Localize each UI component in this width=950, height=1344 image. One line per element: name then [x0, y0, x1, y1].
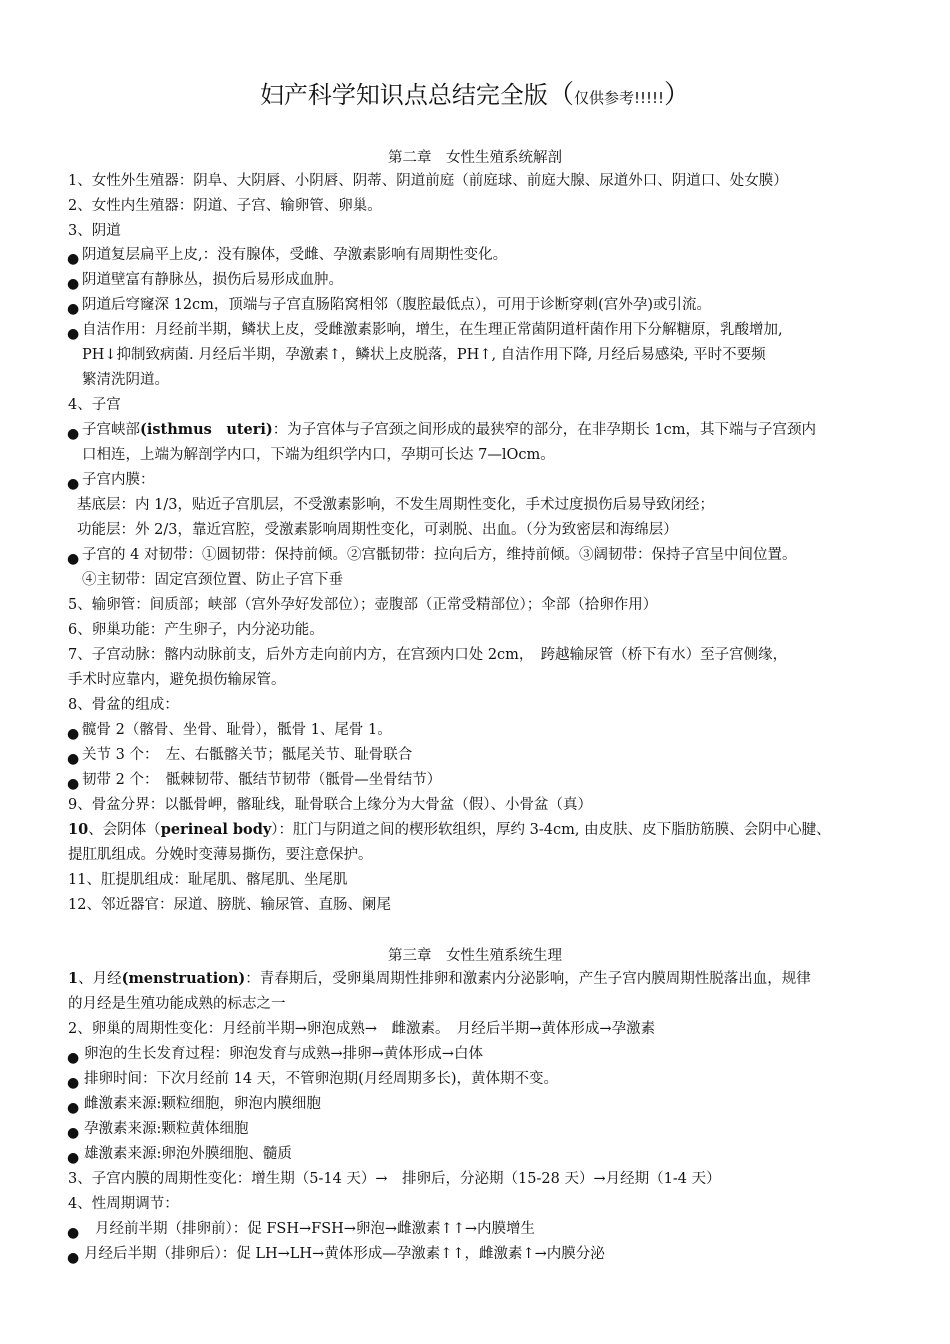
bullet-icon: ● — [67, 1250, 80, 1266]
bullet-icon: ● — [67, 776, 80, 792]
title-note: 仅供参考!!!!! — [573, 89, 665, 107]
text-line: 2、卵巢的周期性变化：月经前半期→卵泡成熟→ 雌激素。 月经后半期→黄体形成→孕激素 — [68, 1021, 656, 1037]
text-line: 6、卵巢功能：产生卵子，内分泌功能。 — [68, 622, 324, 638]
bullet-icon: ● — [67, 1150, 80, 1166]
bullet-icon: ● — [67, 551, 80, 567]
text-line: 手术时应靠内，避免损伤输尿管。 — [68, 672, 286, 688]
text-line: 子宫的 4 对韧带：①圆韧带：保持前倾。②宫骶韧带：拉向后方，维持前倾。③阔韧带：保持子宫呈中间位置。 — [82, 547, 797, 563]
document-title — [0, 74, 950, 111]
text-line — [68, 969, 898, 989]
text-line: 雌激素来源:颗粒细胞，卵泡内膜细胞 — [84, 1096, 321, 1112]
text-line: 7、子宫动脉：髂内动脉前支，后外方走向前内方，在宫颈内口处 2cm， 跨越输尿管（桥下有水）至子宫侧缘， — [68, 647, 788, 663]
text-line: 11、肛提肌组成：耻尾肌、髂尾肌、坐尾肌 — [68, 872, 348, 888]
text-line: 自洁作用：月经前半期，鳞状上皮，受雌激素影响，增生，在生理正常菌阴道杆菌作用下分解糖原，乳酸增加, — [82, 322, 783, 338]
text-line — [82, 420, 912, 440]
bullet-icon: ● — [67, 251, 80, 267]
term-latin: perineal body — [160, 821, 272, 838]
bullet-icon: ● — [67, 276, 80, 292]
bullet-icon: ● — [67, 726, 80, 742]
text-line: 孕激素来源:颗粒黄体细胞 — [84, 1121, 249, 1137]
text-line: 排卵时间：下次月经前 14 天，不管卵泡期(月经周期多长)，黄体期不变。 — [84, 1071, 558, 1087]
text-line: 的月经是生殖功能成熟的标志之一 — [68, 996, 286, 1012]
text-line: 4、性周期调节： — [68, 1196, 179, 1212]
text-line: 繁清洗阴道。 — [82, 372, 169, 388]
text-line: 口相连，上端为解剖学内口，下端为组织学内口，孕期可长达 7—lOcm。 — [82, 447, 555, 463]
text-run: ：青春期后，受卵巢周期性排卵和激素内分泌影响，产生子宫内膜周期性脱落出血，规律 — [245, 971, 811, 987]
chapter-3-heading: 第三章 女性生殖系统生理 — [388, 948, 562, 964]
bullet-icon: ● — [67, 1075, 80, 1091]
text-line: 月经后半期（排卵后）：促 LH→LH→黄体形成—孕激素↑↑，雌激素↑→内膜分泌 — [84, 1246, 605, 1262]
text-line: 12、邻近器官：尿道、膀胱、输尿管、直肠、阑尾 — [68, 897, 391, 913]
bullet-icon: ● — [67, 1050, 80, 1066]
text-line: 阴道后穹窿深 12cm，顶端与子宫直肠陷窝相邻（腹腔最低点），可用于诊断穿刺(宫外孕)或引流。 — [82, 297, 711, 313]
title-main: 妇产科学知识点总结完全版 — [259, 81, 548, 109]
text-line: 2、女性内生殖器：阴道、子宫、输卵管、卵巢。 — [68, 198, 382, 214]
text-line: 关节 3 个： 左、右骶髂关节；骶尾关节、耻骨联合 — [82, 747, 413, 763]
text-line: 阴道壁富有静脉丛，损伤后易形成血肿。 — [82, 272, 343, 288]
text-line: 8、骨盆的组成： — [68, 697, 179, 713]
term-latin: (isthmus uteri) — [140, 421, 273, 438]
text-line: 功能层：外 2/3，靠近宫腔，受激素影响周期性变化，可剥脱、出血。（分为致密层和海绵层） — [77, 522, 678, 538]
text-line: 9、骨盆分界：以骶骨岬，髂耻线，耻骨联合上缘分为大骨盆（假）、小骨盆（真） — [68, 797, 592, 813]
text-line: 阴道复层扁平上皮,：没有腺体，受雌、孕激素影响有周期性变化。 — [82, 247, 508, 263]
text-line: 雄激素来源:卵泡外膜细胞、髓质 — [84, 1146, 292, 1162]
term: 子宫峡部 — [82, 422, 140, 438]
title-paren-open: （ — [547, 80, 574, 110]
item-number: 10 — [68, 821, 89, 838]
chapter-2-heading: 第二章 女性生殖系统解剖 — [388, 150, 562, 166]
title-paren-close: ） — [664, 80, 691, 110]
text-run: ：为子宫体与子宫颈之间形成的最狭窄的部分，在非孕期长 1cm，其下端与子宫颈内 — [272, 422, 816, 438]
text-run: ）：肛门与阴道之间的楔形软组织，厚约 3-4cm, 由皮肤、皮下脂肪筋膜、会阴中心腱、 — [271, 822, 831, 838]
term-latin: (menstruation) — [121, 970, 246, 987]
bullet-icon: ● — [67, 426, 80, 442]
text-line: 基底层：内 1/3，贴近子宫肌层，不受激素影响，不发生周期性变化，手术过度损伤后易导致闭经； — [77, 497, 714, 513]
text-line — [68, 820, 898, 840]
text-line: 1、女性外生殖器：阴阜、大阴唇、小阴唇、阴蒂、阴道前庭（前庭球、前庭大腺、尿道外口、阴道口、处女膜） — [68, 173, 788, 189]
text-line: 提肛肌组成。分娩时变薄易撕伤，要注意保护。 — [68, 847, 373, 863]
bullet-icon: ● — [67, 1225, 80, 1241]
text-run: 、会阴体（ — [88, 822, 161, 838]
bullet-icon: ● — [67, 1100, 80, 1116]
bullet-icon: ● — [67, 751, 80, 767]
item-number: 1 — [68, 970, 79, 987]
text-line: 5、输卵管：间质部；峡部（宫外孕好发部位）；壶腹部（正常受精部位）；伞部（拾卵作用） — [68, 597, 658, 613]
text-line: PH↓抑制致病菌. 月经后半期，孕激素↑，鳞状上皮脱落，PH↑, 自洁作用下降, 月经后易感染, 平时不要频 — [82, 347, 766, 363]
text-run: 、月经 — [78, 971, 122, 987]
text-line: 月经前半期（排卵前）：促 FSH→FSH→卵泡→雌激素↑↑→内膜增生 — [95, 1221, 536, 1237]
bullet-icon: ● — [67, 326, 80, 342]
text-line: 3、阴道 — [68, 223, 121, 239]
text-line: 髋骨 2（髂骨、坐骨、耻骨），骶骨 1、尾骨 1。 — [82, 722, 392, 738]
bullet-icon: ● — [67, 1125, 80, 1141]
bullet-icon: ● — [67, 476, 80, 492]
text-line: 子宫内膜： — [82, 472, 155, 488]
text-line: ④主韧带：固定宫颈位置、防止子宫下垂 — [82, 572, 343, 588]
text-line: 4、子宫 — [68, 397, 121, 413]
text-line: 3、子宫内膜的周期性变化：增生期（5-14 天）→ 排卵后，分泌期（15-28 天）→月经期（1-4 天） — [68, 1171, 721, 1187]
bullet-icon: ● — [67, 301, 80, 317]
text-line: 韧带 2 个： 骶棘韧带、骶结节韧带（骶骨—坐骨结节） — [82, 772, 442, 788]
text-line: 卵泡的生长发育过程：卵泡发育与成熟→排卵→黄体形成→白体 — [84, 1046, 483, 1062]
